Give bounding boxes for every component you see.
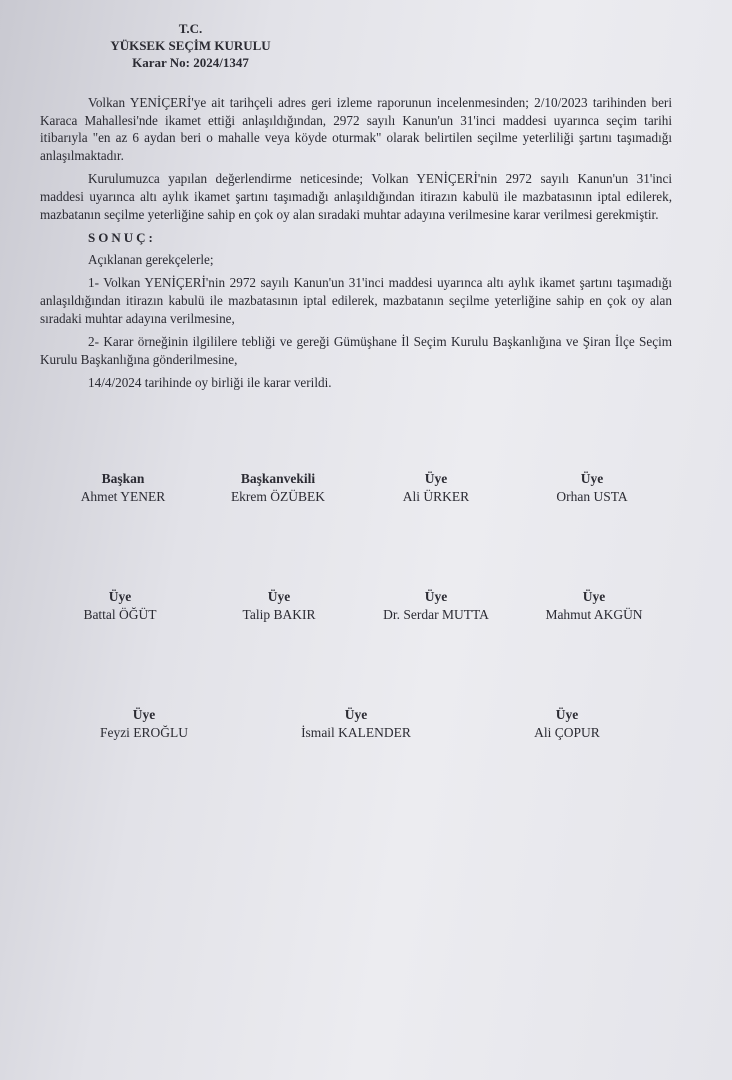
signature-role: Üye [267,589,291,604]
paragraph-reasons: Açıklanan gerekçelerle; [88,251,214,267]
signature-name: Dr. Serdar MUTTA [383,607,489,622]
signature-name: Ali ÇOPUR [534,725,600,740]
header-tc: T.C. [178,21,203,36]
signature-name: Talip BAKIR [242,607,316,622]
signature-role: Üye [108,589,132,604]
signature-role: Üye [344,707,368,722]
signature-role: Başkan [101,471,145,486]
signature-name: Battal ÖĞÜT [83,607,157,622]
signature-block [351,588,521,624]
document-body [40,94,672,398]
signature-role: Üye [424,589,448,604]
paragraph-findings: Volkan YENİÇERİ'ye ait tarihçeli adres geri izleme raporunun incelenmesinden; 2/10/2023 tarihinden beri Karaca Mahallesi'nde ikamet ettiği anlaşıldığından, 2972 sayılı Kanun'un 31'inci maddesi uyarınca seçim tarihi itibarıyla "en az 6 aydan beri o mahalle veya köyde oturmak" olarak belirtilen seçilme yeterliliği şartını taşımadığı anlaşılmaktadır. [40,95,672,163]
signature-block [59,706,229,742]
signature-role: Üye [582,589,606,604]
document-header [88,20,293,71]
signature-block [194,588,364,624]
signature-name: İsmail KALENDER [301,725,411,740]
signature-name: Orhan USTA [556,489,628,504]
signature-block [193,470,363,506]
signature-role: Üye [580,471,604,486]
signature-name: Mahmut AKGÜN [545,607,643,622]
paragraph-evaluation: Kurulumuzca yapılan değerlendirme neticesinde; Volkan YENİÇERİ'nin 2972 sayılı Kanun'un 31'inci maddesi uyarınca altı aylık ikamet şartını taşımadığı anlaşıldığından itirazın kabulü ile mazbatasının iptal edilerek, mazbatanın seçilme yeterliğine sahip en çok oy alan sıradaki muhtar adayına verilmesine karar verilmesi gerekmiştir. [40,171,672,222]
signature-name: Ekrem ÖZÜBEK [230,489,326,504]
signature-block [38,470,208,506]
section-heading-result: SONUÇ: [88,230,156,246]
signature-role: Başkanvekili [240,471,316,486]
signature-block [271,706,441,742]
signature-block [351,470,521,506]
signature-block [507,470,677,506]
signature-role: Üye [424,471,448,486]
signature-block [35,588,205,624]
header-decision-number: Karar No: 2024/1347 [132,55,249,70]
signature-block [509,588,679,624]
signature-name: Ahmet YENER [80,489,166,504]
signature-role: Üye [132,707,156,722]
signature-name: Feyzi EROĞLU [99,725,189,740]
paragraph-decision-1: 1- Volkan YENİÇERİ'nin 2972 sayılı Kanun'un 31'inci maddesi uyarınca altı aylık ikamet şartını taşımadığı anlaşıldığından itirazın kabulü ile mazbatasının iptal edilerek, mazbatanın seçilme yeterliğine sahip en çok oy alan sıradaki muhtar adayına verilmesine, [40,275,672,326]
signature-role: Üye [555,707,579,722]
header-institution: YÜKSEK SEÇİM KURULU [110,38,271,53]
signature-name: Ali ÜRKER [402,489,470,504]
signature-block [482,706,652,742]
paragraph-date: 14/4/2024 tarihinde oy birliği ile karar verildi. [88,375,332,391]
paragraph-decision-2: 2- Karar örneğinin ilgililere tebliği ve gereği Gümüşhane İl Seçim Kurulu Başkanlığına ve Şiran İlçe Seçim Kurulu Başkanlığına gönderilmesine, [40,334,672,367]
